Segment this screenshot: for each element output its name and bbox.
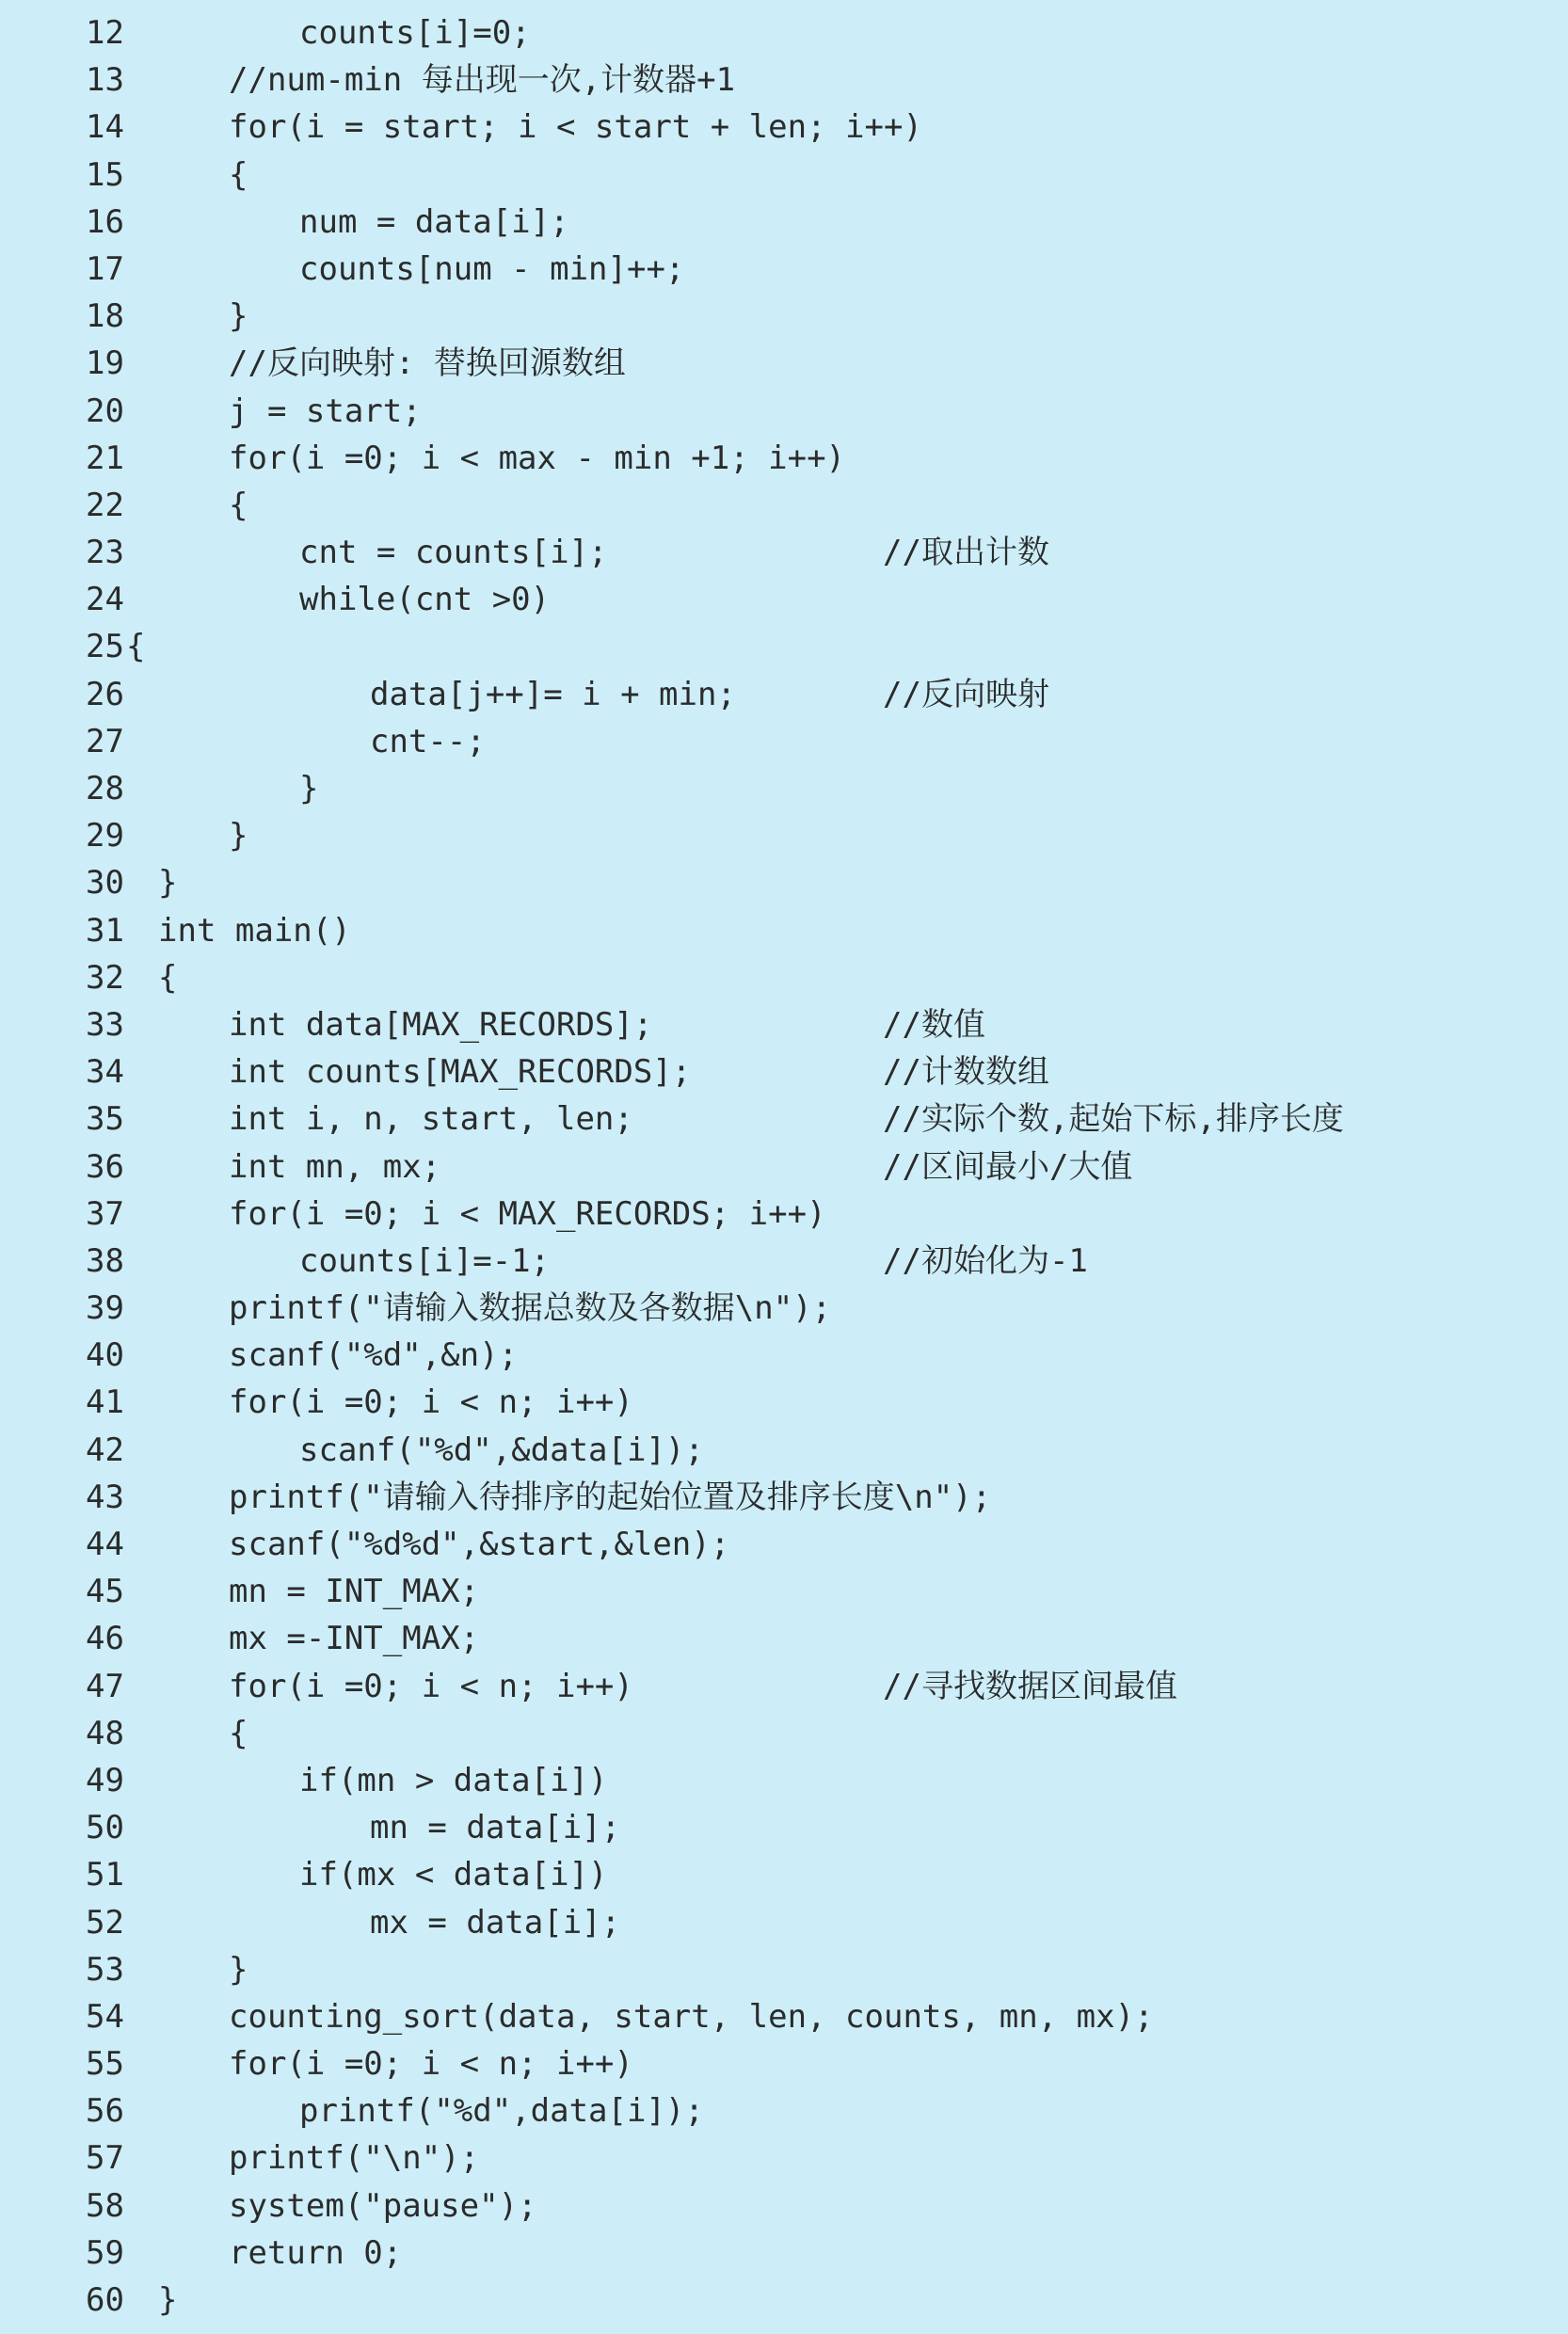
code-text: for(i =0; i < MAX_RECORDS; i++) <box>229 1194 826 1233</box>
line-number: 35 <box>86 1100 124 1139</box>
code-line <box>0 104 1568 151</box>
code-text: int main() <box>158 911 351 950</box>
code-text: scanf("%d%d",&start,&len); <box>229 1526 730 1563</box>
code-line <box>0 2182 1568 2230</box>
code-line <box>0 1993 1568 2040</box>
line-number: 42 <box>86 1431 124 1469</box>
line-number: 40 <box>86 1336 124 1375</box>
code-line <box>0 1285 1568 1332</box>
code-text: for(i =0; i < n; i++) <box>229 1667 633 1705</box>
code-text: data[j++]= i + min; <box>370 675 736 713</box>
code-text: cnt = counts[i]; <box>299 534 608 572</box>
code-line <box>0 1663 1568 1710</box>
code-line <box>0 1238 1568 1285</box>
line-number: 24 <box>86 581 124 619</box>
code-line <box>0 1568 1568 1615</box>
line-number: 59 <box>86 2233 124 2272</box>
code-comment: //寻找数据区间最值 <box>883 1667 1177 1705</box>
code-text: } <box>229 297 248 336</box>
line-number: 46 <box>86 1620 124 1658</box>
code-text: counts[i]=0; <box>299 14 531 52</box>
code-line <box>0 1757 1568 1804</box>
code-line <box>0 2230 1568 2277</box>
code-line <box>0 907 1568 954</box>
line-number: 52 <box>86 1903 124 1942</box>
code-line <box>0 1427 1568 1474</box>
code-text: printf("\n"); <box>229 2139 480 2178</box>
code-line <box>0 9 1568 56</box>
line-number: 13 <box>86 61 124 100</box>
code-line <box>0 812 1568 859</box>
code-comment: //实际个数,起始下标,排序长度 <box>883 1100 1344 1139</box>
code-text: if(mn > data[i]) <box>299 1761 608 1799</box>
code-line <box>0 152 1568 199</box>
line-number: 17 <box>86 249 124 288</box>
code-text: { <box>229 486 248 524</box>
code-text: int data[MAX_RECORDS]; <box>229 1005 653 1044</box>
line-number: 54 <box>86 1997 124 2036</box>
code-text: scanf("%d",&data[i]); <box>299 1431 704 1469</box>
line-number: 33 <box>86 1005 124 1044</box>
code-line <box>0 576 1568 623</box>
code-text: counts[num - min]++; <box>299 249 685 288</box>
code-line <box>0 1001 1568 1048</box>
line-number: 25 <box>86 628 124 666</box>
code-line <box>0 1095 1568 1143</box>
code-line <box>0 623 1568 670</box>
line-number: 34 <box>86 1053 124 1092</box>
code-line <box>0 765 1568 812</box>
code-line <box>0 1379 1568 1426</box>
code-line <box>0 1332 1568 1379</box>
line-number: 36 <box>86 1147 124 1186</box>
line-number: 30 <box>86 864 124 903</box>
code-text: } <box>229 1950 248 1989</box>
line-number: 60 <box>86 2281 124 2319</box>
code-text: } <box>158 2281 178 2319</box>
line-number: 41 <box>86 1383 124 1422</box>
code-line <box>0 246 1568 293</box>
line-number: 58 <box>86 2186 124 2225</box>
code-line <box>0 954 1568 1001</box>
code-text: cnt--; <box>370 722 486 760</box>
code-line <box>0 293 1568 340</box>
line-number: 57 <box>86 2139 124 2178</box>
code-text: scanf("%d",&n); <box>229 1336 519 1375</box>
line-number: 44 <box>86 1526 124 1563</box>
code-comment: //数值 <box>883 1005 985 1044</box>
code-line <box>0 1899 1568 1946</box>
code-text: } <box>229 817 248 855</box>
line-number: 50 <box>86 1809 124 1847</box>
line-number: 15 <box>86 155 124 194</box>
line-number: 51 <box>86 1856 124 1894</box>
code-line <box>0 1143 1568 1191</box>
code-line <box>0 859 1568 906</box>
code-text: int i, n, start, len; <box>229 1100 633 1139</box>
line-number: 28 <box>86 770 124 807</box>
line-number: 56 <box>86 2092 124 2131</box>
code-line <box>0 56 1568 104</box>
code-text: { <box>126 628 146 666</box>
code-comment: //反向映射 <box>883 675 1049 713</box>
code-text: num = data[i]; <box>299 202 569 241</box>
code-text: for(i = start; i < start + len; i++) <box>229 108 922 147</box>
code-text: { <box>158 958 178 997</box>
line-number: 18 <box>86 297 124 336</box>
line-number: 37 <box>86 1194 124 1233</box>
line-number: 16 <box>86 202 124 241</box>
code-line <box>0 2277 1568 2324</box>
code-line <box>0 1191 1568 1238</box>
code-text: for(i =0; i < max - min +1; i++) <box>229 439 846 477</box>
line-number: 47 <box>86 1667 124 1705</box>
code-text: mx =-INT_MAX; <box>229 1620 480 1658</box>
line-number: 43 <box>86 1478 124 1516</box>
line-number: 39 <box>86 1289 124 1328</box>
code-line <box>0 482 1568 529</box>
code-text: //num-min 每出现一次,计数器+1 <box>229 61 736 100</box>
line-number: 38 <box>86 1241 124 1280</box>
line-number: 22 <box>86 486 124 524</box>
code-line <box>0 435 1568 482</box>
code-line <box>0 2087 1568 2134</box>
code-text: for(i =0; i < n; i++) <box>229 1383 633 1422</box>
code-text: } <box>158 864 178 903</box>
line-number: 32 <box>86 958 124 997</box>
code-comment: //取出计数 <box>883 534 1049 572</box>
code-line <box>0 2040 1568 2087</box>
line-number: 31 <box>86 911 124 950</box>
code-text: mn = INT_MAX; <box>229 1573 480 1611</box>
code-line <box>0 529 1568 576</box>
line-number: 12 <box>86 14 124 52</box>
code-text: printf("%d",data[i]); <box>299 2092 704 2131</box>
code-line <box>0 199 1568 246</box>
line-number: 27 <box>86 722 124 760</box>
code-text: int counts[MAX_RECORDS]; <box>229 1053 692 1092</box>
code-text: { <box>229 1714 248 1752</box>
line-number: 21 <box>86 439 124 477</box>
code-line <box>0 1474 1568 1521</box>
line-number: 49 <box>86 1761 124 1799</box>
code-line <box>0 1851 1568 1898</box>
code-comment: //区间最小/大值 <box>883 1147 1133 1186</box>
code-text: //反向映射: 替换回源数组 <box>229 344 626 383</box>
code-text: printf("请输入数据总数及各数据\n"); <box>229 1289 832 1328</box>
code-line <box>0 1048 1568 1095</box>
code-text: for(i =0; i < n; i++) <box>229 2045 633 2084</box>
code-comment: //初始化为-1 <box>883 1241 1088 1280</box>
code-text: { <box>229 155 248 194</box>
code-text: mn = data[i]; <box>370 1809 621 1847</box>
code-line <box>0 1710 1568 1757</box>
code-line <box>0 388 1568 435</box>
code-line <box>0 340 1568 387</box>
line-number: 19 <box>86 344 124 383</box>
code-line <box>0 671 1568 718</box>
line-number: 55 <box>86 2045 124 2084</box>
code-text: counting_sort(data, start, len, counts, mn, mx); <box>229 1997 1154 2036</box>
code-text: } <box>299 770 319 807</box>
line-number: 45 <box>86 1573 124 1611</box>
code-line <box>0 1615 1568 1662</box>
code-text: printf("请输入待排序的起始位置及排序长度\n"); <box>229 1478 992 1516</box>
code-line <box>0 718 1568 765</box>
code-line <box>0 1946 1568 1993</box>
code-text: counts[i]=-1; <box>299 1241 551 1280</box>
code-comment: //计数数组 <box>883 1053 1049 1092</box>
line-number: 48 <box>86 1714 124 1752</box>
line-number: 20 <box>86 392 124 430</box>
code-listing <box>0 9 1568 2324</box>
line-number: 23 <box>86 534 124 572</box>
code-text: int mn, mx; <box>229 1147 441 1186</box>
code-text: return 0; <box>229 2233 403 2272</box>
code-text: mx = data[i]; <box>370 1903 621 1942</box>
line-number: 26 <box>86 675 124 713</box>
code-text: system("pause"); <box>229 2186 537 2225</box>
code-text: j = start; <box>229 392 422 430</box>
code-line <box>0 2134 1568 2182</box>
code-line <box>0 1804 1568 1851</box>
code-text: while(cnt >0) <box>299 581 551 619</box>
line-number: 53 <box>86 1950 124 1989</box>
code-text: if(mx < data[i]) <box>299 1856 608 1894</box>
line-number: 29 <box>86 817 124 855</box>
line-number: 14 <box>86 108 124 147</box>
code-line <box>0 1521 1568 1568</box>
